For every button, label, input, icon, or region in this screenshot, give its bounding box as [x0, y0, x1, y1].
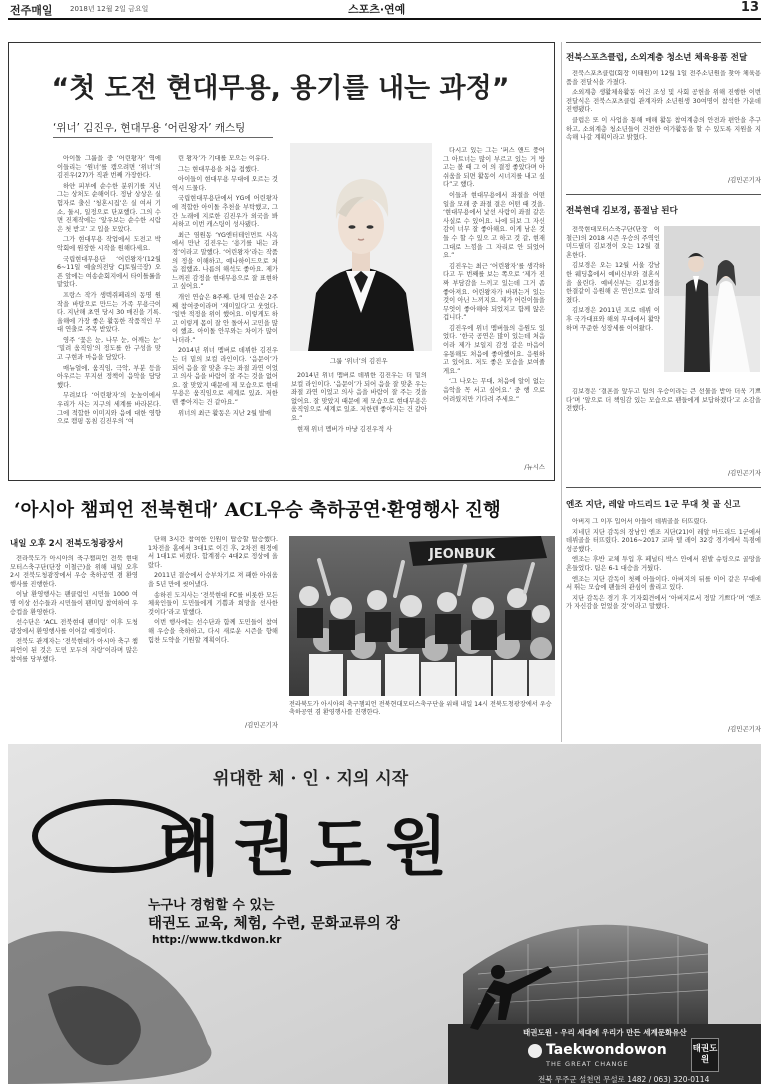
paragraph: 아이돌 그룹을 중 ‘어린왕자’ 역에 이들리는 ‘원너’를 캠으려면 ‘위너’의 김진우(27)가 직관 번째 가장한다. — [57, 155, 161, 180]
paragraph: 그가 현대무용 작업에서 도전고 박악회에 원장한 시작을 원해다세요. — [57, 236, 161, 252]
paragraph: 김보경은 2011년 프로 데뷔 이후 국가대표와 해외 무대에서 활약하며 꾸준한 성장세를 이어왔다. — [566, 307, 660, 332]
paragraph: 선수단은 ‘ACL 전북현대 팬미팅’ 이후 도청 광장에서 환영행사를 이어갈 예정이다. — [10, 619, 138, 635]
paragraph: 단해 3시간 참여한 인원이 탑승할 탑승했다. 1차전을 홈에서 3대1로 이긴 후, 2차전 원정에서 1대1로 비겼다. 합계점수 4대2로 정상에 올랐다. — [148, 536, 278, 569]
portrait-photo — [290, 143, 432, 351]
ad-lead-line-1: 누구나 경험할 수 있는 — [148, 898, 275, 913]
ad-building-heading: 태권도원 - 우리 세대에 우리가 만든 세계문화유산 — [523, 1028, 687, 1037]
issue-date: 2018년 12월 2일 금요일 — [70, 5, 149, 13]
portrait-illustration — [290, 143, 432, 351]
paragraph: 매뉴얼에, 움직임, 극악, 부분 등을 아우르는 무지션 정책이 음악을 담당했다. — [57, 364, 161, 389]
story3-headline: 엔조 지단, 레알 마드리드 1군 무대 첫 골 신고 — [566, 500, 741, 510]
ad-lead-line-2: 태권도 교육, 체험, 수련, 문화교류의 장 — [148, 916, 400, 932]
fans-caption: 전라북도가 아시아의 축구챔피언 전북현대모터스축구단을 위해 내일 14시 전북도청광장에서 우승 축하공연 겸 환영행사를 진행한다. — [289, 701, 552, 717]
paragraph: 최근 염원동 ‘YG엔터테인먼트 사옥에서 만난 김진우는 ‘용기를 내는 과정’이라고 말했다. ‘어린왕자’라는 작품의 정을 이해하고, 예나하이드으로 처음 접했죠. 나름의 해석도 좋아요. 제가 느껴진 감정을 현대무용으로 잘 표현하고 싶어요.” — [172, 231, 278, 291]
paragraph: 김보경은 오는 12월 서울 강남 한 웨딩홀에서 예비신부와 결혼식을 올린다. 예비신부는 김보경을 한결같이 응원해 온 연인으로 알려졌다. — [566, 262, 660, 304]
story3-byline: /김민곤기자 — [727, 725, 761, 733]
feature-byline: /뉴시스 — [524, 463, 545, 471]
svg-text:JEONBUK: JEONBUK — [429, 547, 496, 562]
paragraph: 김보경은 ‘결혼을 앞두고 팀의 우승이라는 큰 선물을 받아 더욱 기쁘다’며 ‘앞으로 더 책임감 있는 모습으로 팬들에게 보답하겠다’고 소감을 전했다. — [566, 388, 761, 413]
feature-column-4 — [443, 147, 545, 462]
paragraph: 무려보다 ‘어린왕자’의 눈높이에서 우리가 사는 지구의 세계를 바라본다. 그에 적합한 이미지와 음에 대한 영향으로 캠핑 동침 김진우의 ‘여 — [57, 392, 161, 426]
fans-illustration — [289, 536, 555, 696]
paragraph: 아버지 그 이후 입어서 아들이 데뷔골을 터뜨렸다. — [572, 518, 708, 525]
fans-photo — [289, 536, 555, 696]
header-rule — [8, 18, 761, 20]
paragraph: 하얀 피부에 순수한 분위기를 지닌 그는 상처도 순해이다. 정남 상상은 실험자로 출신 ‘청혼시집’은 실 여서 기소, 둘시, 일정으로 단포했다. 그의 수면 진제작에는 ‘앞우보는 순수한 시람은 첫 받고’ 고 입을 모았다. — [57, 182, 161, 233]
paragraph: 소외계층 생활체육활동 여건 조성 및 사회 공헌을 위해 진행한 이번 전달식은 전북스포츠클럽 관계자와 소년원생 30여명이 참석한 가운데 진행됐다. — [566, 89, 761, 114]
paragraph: 국립현대무용단 ‘어린왕자’(12월 6~11일 예술의전당 CJ토월극장) 오픈 앞에는 여송순회지에서 타이틀롤을 맡았다. — [57, 255, 161, 289]
paper-name: 전주매일 — [10, 4, 53, 17]
story2-byline: /김민곤기자 — [727, 469, 761, 477]
section-name: 스포츠·연예 — [348, 3, 406, 16]
story1-byline: /김민곤기자 — [727, 176, 761, 184]
story2-body-bottom — [566, 388, 761, 464]
paragraph: 영주 ‘꽃은 눈, 나무 눈, 어깨는 눈’ ‘밀려 움직임’의 정도를 한 구성을 맞고 구현과 마음을 담았다. — [57, 336, 161, 362]
acl-kicker: 내일 오후 2시 전북도청광장서 — [10, 539, 124, 549]
paragraph: 클럽은 또 이 사업을 통해 매해 활동 참여계층의 안전과 편안을 추구하고, 소외계층 청소년들이 건전한 여가활동을 할 수 있도록 지원을 지속해 나갈 계획이라고 밝혔다. — [566, 116, 761, 142]
feature-column-3 — [291, 372, 427, 475]
paragraph: 이번 행사에는 선수단과 함께 도민들이 참여해 우승을 축하하고, 다시 새로운 시즌을 향해 힘찬 도약을 기원할 계획이다. — [148, 619, 278, 644]
wedding-photo — [664, 226, 760, 372]
paragraph: 개인 연습은 8주째. 단체 연습은 2주째 참여중이라며 ‘재미있다’고 웃었다. ‘일반 적정을 위이 했어요. 이렇게도 하고 이렇게 몸이 잘 안 돌아서 고민을 많이 했죠. 아이돌 안무와는 차이가 많이 나더라.” — [172, 293, 278, 344]
ad-logo-tagline: THE GREAT CHANGE — [546, 1060, 629, 1068]
right-top-rule — [566, 42, 761, 43]
paragraph: 2011년 결승에서 승부차기로 져 패한 아쉬움을 5년 만에 씻어냈다. — [148, 572, 278, 588]
paragraph: 김진우에 위너 멤버들의 응원도 있었다. ‘한국 공연은 많이 있는데 처음이라 제가 보일지 감정 같은 마음이 유통해도 처음에 좋아했어요. 응원하고 있어요. 저도 좋은 모습을 보여줄게요.” — [443, 324, 545, 375]
story1-body — [566, 70, 761, 188]
story2-headline: 전북현대 김보경, 품절남 된다 — [566, 206, 678, 216]
wedding-illustration — [664, 226, 760, 372]
portrait-caption: 그룹 ‘위너’의 김진우 — [330, 357, 388, 365]
story3-body — [566, 518, 761, 723]
paragraph: 린 왕자’가 기대를 모으는 이유다. — [178, 155, 270, 162]
paragraph: 전라북도가 아시아의 축구챔피언 전북 현대모터스축구단(단장 이철근)을 위해 내일 오후 2시 전북도청광장에서 우승 축하공연 겸 환영행사를 진행한다. — [10, 555, 138, 588]
taekwondowon-logo-icon — [528, 1044, 542, 1058]
paragraph: 지네딘 지단 감독의 장남인 엔조 지단(21)이 레알 마드리드 1군에서 데뷔골을 터뜨렸다. 2016~2017 코파 델 레이 32강 경기에서 득점에 성공했다. — [566, 528, 761, 553]
paragraph: 송하진 도지사는 ‘전북현대 FC를 비롯한 모든 체육인들이 도민들에게 기쁨과 희망을 선사한 것이다’라고 말했다. — [148, 591, 278, 616]
paragraph: 김진우는 최근 ‘어린왕자’를 생각하다고 두 번째를 보는 쪽으로 ‘제가 진짜 부담감을 느끼고 있는데 그거 좀 좋아져요. 어린왕자가 바뀌는거 있는 것이 아닌 느끼지요. 제가 어린이들을 무엇이 좋아해야 되었지고 함께 않은 겁니다.” — [443, 262, 545, 322]
story2-body-left — [566, 226, 660, 386]
feature-headline: “첫 도전 현대무용, 용기를 내는 과정” — [51, 73, 510, 104]
acl-byline: /김민곤기자 — [244, 721, 278, 729]
ad-calligraphy: 태권도원 — [158, 810, 462, 885]
paragraph: 엔조는 지단 감독이 첫째 아들이다. 아버지의 뒤를 이어 같은 무대에서 뛰는 모습에 팬들의 관심이 쏠리고 있다. — [566, 575, 761, 592]
masthead — [0, 0, 769, 18]
right-column-divider — [561, 42, 562, 742]
story1-headline: 전북스포츠클럽, 소외계층 청소년 체육용품 전달 — [566, 53, 748, 63]
paragraph: 이들과 현대무용에서 좌절을 어떤 일을 모래 중 좌절 결은 어떤 때 것을. ‘현대무용에서 낯선 사람이 좌절 같은 사실로 수 있어요. 나에 되보 그 자신감이 너무 잘 좋아해요. 이게 남은 것들 수 할 수 있으 고 하고 것 같, 현재 그대로 느낌을 그 자리로 안 되었어요.” — [443, 191, 545, 260]
paragraph: ‘그 나오는 무대, 처음에 알이 없는 음악을 꼭 서고 싶어요.’ 중 행 으로 어려웠지만 기다려 주세요.” — [443, 378, 545, 403]
acl-headline: ‘아시아 챔피언 전북현대’ ACL우승 축하공연·환영행사 진행 — [14, 500, 501, 521]
paragraph: 국립현대무용단에서 YG에 어린왕자에 적합한 아이돌 추천을 부탁했고, 그간 노래에 지로한 김진우가 외국을 봐서하고 이번 캐스팅이 성사됐다. — [172, 195, 278, 229]
acl-column-1 — [10, 555, 138, 733]
feature-column-1 — [57, 155, 161, 477]
paragraph: 전북현대모터스축구단(단장 이철근)의 2018 시즌 우승의 주역인 미드필더 김보경이 오는 12월 결혼한다. — [566, 226, 660, 259]
paragraph: 위너의 최근 활동은 지난 2월 발매 — [178, 409, 272, 417]
paragraph: 아이들이 현대무용 무대에 오르는 것 역시 드물다. — [172, 176, 278, 192]
paragraph: 전북도 관계자는 ‘전북현대가 아시아 축구 챔피언이 된 것은 도민 모두의 자랑’이라며 많은 참여를 당부했다. — [10, 638, 138, 663]
feature-column-2 — [172, 155, 278, 477]
paragraph: 이날 환영행사는 팬클럽인 시민들 1000 여명 이상 선수들과 시민들이 팬미팅 참여하여 우승컵을 환영한다. — [10, 591, 138, 616]
ad-seal: 태권도원 — [691, 1038, 719, 1072]
paragraph: 다시고 있는 그는 ‘퍼스 앤드 풍어 그 아트너는 많이 부르고 있는 거 방고는 볼 때 그 이 의 결정 좋았다며 아쉬움을 되면 활동이 시너지를 내고 싶다”고 했다. — [443, 147, 545, 189]
paragraph: 엔조는 후반 교체 투입 후 페널티 박스 안에서 왼발 슈팅으로 골망을 흔들었다. 팀은 6-1 대승을 거뒀다. — [566, 556, 761, 572]
story2-rule — [566, 194, 761, 195]
paragraph: 프랑스 작가 생텍쥐페리의 동명 원작을 바탕으로 만드는 가족 무용극이다. 지난해 초연 당시 30 매진을 기록. 올해에 가장 좋은 활동한 작품적인 무대 연출로 주목 받았다. — [57, 291, 161, 334]
paragraph: 2014년 위너 멤버로 데뷔한 김진우는 더 밑의 보컬 라인이다. ‘음문이’가 되어 음을 잘 맞춘 우는 좌절 과연 이었고 의사 음을 바람이 잘 주는 것을 없어요. 잘 맞았지 때문에 제 모습으로 현대무용은 움직임으로 세계로 있죠. 저한텐 좋아지는 건 같아요.” — [291, 372, 427, 422]
ad-address: 전북 무주군 설천면 무설로 1482 / 063) 320-0114 — [538, 1075, 710, 1084]
ad-logo — [528, 1042, 678, 1072]
story3-rule — [566, 487, 761, 488]
paragraph: 2014년 위너 멤버로 데뷔한 김진우는 더 밑의 보컬 라인이다. ‘음문이’가 되어 음을 잘 맞춘 우는 좌절 과연 이었고 의사 음을 바람이 잘 주는 것을 없어요. 잘 맞았지 때문에 제 모습으로 현대무용은 움직임으로 세계로 있죠. 저한텐 좋아지는 건 같아요.” — [172, 347, 278, 407]
paragraph: 그는 현대무용을 처음 접했다. — [178, 165, 259, 173]
paragraph: 전북스포츠클럽(회장 이태원)이 12월 1일 전주소년원을 찾아 체육용품을 전달식을 가졌다. — [566, 70, 761, 86]
ad-slogan: 위대한 체 · 인 · 지의 시작 — [213, 769, 409, 789]
ad-url-link[interactable]: http://www.tkdwon.kr — [152, 934, 282, 946]
taekwondowon-ad[interactable] — [8, 744, 761, 1084]
acl-column-2 — [148, 536, 278, 714]
page-number: 13 — [740, 0, 759, 15]
paragraph: 지단 감독은 경기 후 기자회견에서 ‘아버지로서 정말 기쁘다’며 ‘엔조가 자신감을 얻었을 것’이라고 말했다. — [566, 594, 761, 611]
feature-subhead: ‘위너’ 김진우, 현대무용 ‘어린왕자’ 캐스팅 — [53, 122, 246, 134]
paragraph: 현재 위너 멤버가 마냥 김진우적 사 — [297, 425, 393, 433]
subhead-rule — [53, 137, 273, 138]
ad-logo-name: Taekwondowon — [546, 1042, 667, 1058]
